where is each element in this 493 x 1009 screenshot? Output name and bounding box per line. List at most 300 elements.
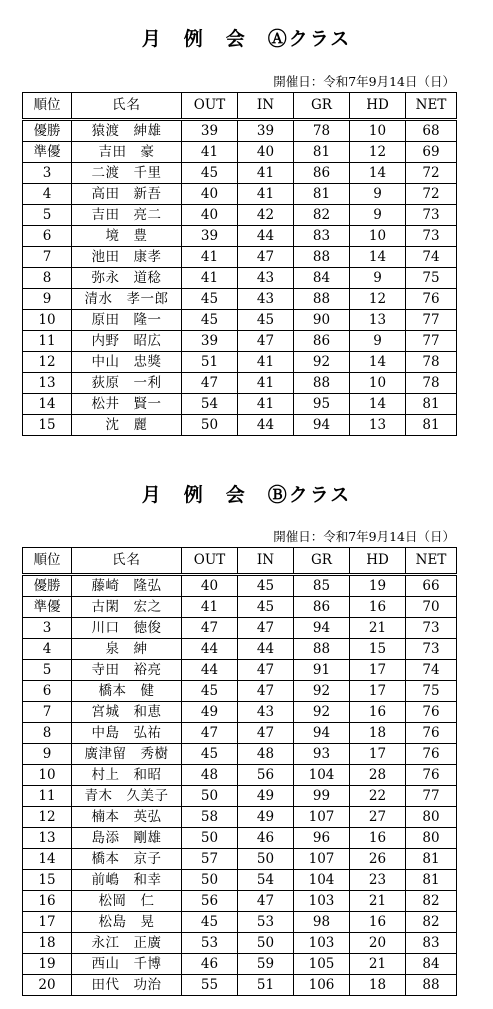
rank-cell: 13 xyxy=(23,828,72,849)
rank-cell: 15 xyxy=(23,870,72,891)
net-cell: 76 xyxy=(406,765,457,786)
rank-cell: 20 xyxy=(23,975,72,996)
in-cell: 47 xyxy=(238,247,294,268)
header-gr: GR xyxy=(294,548,350,575)
table-row xyxy=(23,828,457,849)
out-cell: 50 xyxy=(182,870,238,891)
table-row xyxy=(23,870,457,891)
out-cell: 47 xyxy=(182,723,238,744)
out-cell: 45 xyxy=(182,744,238,765)
hd-cell: 14 xyxy=(350,163,406,184)
table-row xyxy=(23,142,457,163)
in-cell: 48 xyxy=(238,744,294,765)
gr-cell: 107 xyxy=(294,807,350,828)
in-cell: 43 xyxy=(238,268,294,289)
in-cell: 43 xyxy=(238,289,294,310)
header-name: 氏名 xyxy=(72,93,182,120)
rank-cell: 10 xyxy=(23,310,72,331)
gr-cell: 104 xyxy=(294,870,350,891)
rank-cell: 3 xyxy=(23,163,72,184)
in-cell: 47 xyxy=(238,723,294,744)
in-cell: 47 xyxy=(238,618,294,639)
gr-cell: 86 xyxy=(294,163,350,184)
in-cell: 43 xyxy=(238,702,294,723)
in-cell: 39 xyxy=(238,120,294,142)
hd-cell: 16 xyxy=(350,828,406,849)
in-cell: 46 xyxy=(238,828,294,849)
hd-cell: 17 xyxy=(350,744,406,765)
rank-cell: 7 xyxy=(23,247,72,268)
table-row xyxy=(23,954,457,975)
net-cell: 84 xyxy=(406,954,457,975)
net-cell: 88 xyxy=(406,975,457,996)
in-cell: 40 xyxy=(238,142,294,163)
gr-cell: 92 xyxy=(294,352,350,373)
class-b-body xyxy=(23,575,457,996)
in-cell: 54 xyxy=(238,870,294,891)
table-row xyxy=(23,639,457,660)
hd-cell: 17 xyxy=(350,660,406,681)
hd-cell: 9 xyxy=(350,268,406,289)
table-row xyxy=(23,163,457,184)
gr-cell: 88 xyxy=(294,289,350,310)
table-row xyxy=(23,415,457,436)
name-cell: 池田 康孝 xyxy=(72,247,182,268)
name-cell: 寺田 裕亮 xyxy=(72,660,182,681)
in-cell: 47 xyxy=(238,331,294,352)
gr-cell: 92 xyxy=(294,702,350,723)
hd-cell: 10 xyxy=(350,120,406,142)
net-cell: 82 xyxy=(406,891,457,912)
name-cell: 境 豊 xyxy=(72,226,182,247)
header-out: OUT xyxy=(182,93,238,120)
hd-cell: 10 xyxy=(350,373,406,394)
name-cell: 橋本 京子 xyxy=(72,849,182,870)
table-row xyxy=(23,681,457,702)
hd-cell: 21 xyxy=(350,618,406,639)
hd-cell: 20 xyxy=(350,933,406,954)
name-cell: 泉 紳 xyxy=(72,639,182,660)
table-row xyxy=(23,352,457,373)
rank-cell: 9 xyxy=(23,744,72,765)
name-cell: 西山 千博 xyxy=(72,954,182,975)
net-cell: 82 xyxy=(406,912,457,933)
gr-cell: 94 xyxy=(294,618,350,639)
rank-cell: 19 xyxy=(23,954,72,975)
net-cell: 75 xyxy=(406,268,457,289)
in-cell: 42 xyxy=(238,205,294,226)
hd-cell: 15 xyxy=(350,639,406,660)
rank-cell: 9 xyxy=(23,289,72,310)
name-cell: 永江 正廣 xyxy=(72,933,182,954)
class-a-title: 月 例 会 Ⓐクラス xyxy=(141,28,352,50)
in-cell: 47 xyxy=(238,891,294,912)
net-cell: 80 xyxy=(406,807,457,828)
net-cell: 73 xyxy=(406,205,457,226)
hd-cell: 14 xyxy=(350,394,406,415)
gr-cell: 105 xyxy=(294,954,350,975)
gr-cell: 103 xyxy=(294,891,350,912)
net-cell: 78 xyxy=(406,352,457,373)
rank-cell: 16 xyxy=(23,891,72,912)
table-row xyxy=(23,702,457,723)
name-cell: 吉田 亮二 xyxy=(72,205,182,226)
out-cell: 50 xyxy=(182,415,238,436)
class-b-results-table xyxy=(22,547,457,996)
net-cell: 75 xyxy=(406,681,457,702)
name-cell: 清水 孝一郎 xyxy=(72,289,182,310)
rank-cell: 4 xyxy=(23,184,72,205)
hd-cell: 9 xyxy=(350,205,406,226)
out-cell: 45 xyxy=(182,912,238,933)
name-cell: 沈 麗 xyxy=(72,415,182,436)
out-cell: 51 xyxy=(182,352,238,373)
gr-cell: 92 xyxy=(294,681,350,702)
in-cell: 41 xyxy=(238,394,294,415)
out-cell: 41 xyxy=(182,142,238,163)
table-row xyxy=(23,786,457,807)
header-hd: HD xyxy=(350,548,406,575)
name-cell: 楠本 英弘 xyxy=(72,807,182,828)
header-net: NET xyxy=(406,93,457,120)
table-row xyxy=(23,310,457,331)
table-row xyxy=(23,912,457,933)
name-cell: 中島 弘祐 xyxy=(72,723,182,744)
out-cell: 56 xyxy=(182,891,238,912)
rank-cell: 14 xyxy=(23,849,72,870)
out-cell: 40 xyxy=(182,575,238,597)
hd-cell: 14 xyxy=(350,352,406,373)
gr-cell: 98 xyxy=(294,912,350,933)
table-row xyxy=(23,933,457,954)
net-cell: 81 xyxy=(406,849,457,870)
name-cell: 荻原 一利 xyxy=(72,373,182,394)
hd-cell: 14 xyxy=(350,247,406,268)
out-cell: 41 xyxy=(182,268,238,289)
hd-cell: 16 xyxy=(350,597,406,618)
header-out: OUT xyxy=(182,548,238,575)
name-cell: 内野 昭広 xyxy=(72,331,182,352)
net-cell: 73 xyxy=(406,639,457,660)
table-row xyxy=(23,744,457,765)
out-cell: 40 xyxy=(182,184,238,205)
name-cell: 松井 賢一 xyxy=(72,394,182,415)
rank-cell: 17 xyxy=(23,912,72,933)
rank-cell: 8 xyxy=(23,268,72,289)
in-cell: 45 xyxy=(238,310,294,331)
in-cell: 51 xyxy=(238,975,294,996)
out-cell: 45 xyxy=(182,310,238,331)
net-cell: 74 xyxy=(406,247,457,268)
in-cell: 45 xyxy=(238,575,294,597)
table-row xyxy=(23,891,457,912)
gr-cell: 84 xyxy=(294,268,350,289)
header-net: NET xyxy=(406,548,457,575)
gr-cell: 95 xyxy=(294,394,350,415)
net-cell: 77 xyxy=(406,310,457,331)
in-cell: 45 xyxy=(238,597,294,618)
hd-cell: 16 xyxy=(350,912,406,933)
hd-cell: 23 xyxy=(350,870,406,891)
gr-cell: 104 xyxy=(294,765,350,786)
out-cell: 39 xyxy=(182,331,238,352)
hd-cell: 12 xyxy=(350,289,406,310)
hd-cell: 17 xyxy=(350,681,406,702)
out-cell: 39 xyxy=(182,120,238,142)
header-row xyxy=(23,548,457,575)
table-row xyxy=(23,226,457,247)
out-cell: 45 xyxy=(182,289,238,310)
header-in: IN xyxy=(238,548,294,575)
name-cell: 青木 久美子 xyxy=(72,786,182,807)
hd-cell: 12 xyxy=(350,142,406,163)
class-b-date: 開催日：令和7年9月14日（日） xyxy=(273,529,455,544)
name-cell: 橋本 健 xyxy=(72,681,182,702)
gr-cell: 99 xyxy=(294,786,350,807)
in-cell: 56 xyxy=(238,765,294,786)
net-cell: 72 xyxy=(406,163,457,184)
net-cell: 68 xyxy=(406,120,457,142)
gr-cell: 82 xyxy=(294,205,350,226)
hd-cell: 18 xyxy=(350,723,406,744)
rank-cell: 11 xyxy=(23,331,72,352)
out-cell: 45 xyxy=(182,681,238,702)
table-row xyxy=(23,289,457,310)
net-cell: 78 xyxy=(406,373,457,394)
rank-cell: 5 xyxy=(23,660,72,681)
net-cell: 76 xyxy=(406,744,457,765)
out-cell: 41 xyxy=(182,597,238,618)
in-cell: 50 xyxy=(238,849,294,870)
net-cell: 81 xyxy=(406,394,457,415)
table-row xyxy=(23,331,457,352)
rank-cell: 15 xyxy=(23,415,72,436)
gr-cell: 94 xyxy=(294,415,350,436)
rank-cell: 18 xyxy=(23,933,72,954)
rank-cell: 11 xyxy=(23,786,72,807)
hd-cell: 13 xyxy=(350,415,406,436)
in-cell: 49 xyxy=(238,786,294,807)
header-name: 氏名 xyxy=(72,548,182,575)
table-row xyxy=(23,373,457,394)
out-cell: 44 xyxy=(182,639,238,660)
header-in: IN xyxy=(238,93,294,120)
header-rank: 順位 xyxy=(23,93,72,120)
out-cell: 49 xyxy=(182,702,238,723)
table-row xyxy=(23,394,457,415)
out-cell: 57 xyxy=(182,849,238,870)
rank-cell: 14 xyxy=(23,394,72,415)
class-b-title: 月 例 会 Ⓑクラス xyxy=(141,484,352,506)
rank-cell: 12 xyxy=(23,807,72,828)
out-cell: 50 xyxy=(182,828,238,849)
hd-cell: 19 xyxy=(350,575,406,597)
name-cell: 古閑 宏之 xyxy=(72,597,182,618)
rank-cell: 12 xyxy=(23,352,72,373)
out-cell: 53 xyxy=(182,933,238,954)
table-row xyxy=(23,205,457,226)
in-cell: 53 xyxy=(238,912,294,933)
table-row xyxy=(23,975,457,996)
net-cell: 76 xyxy=(406,702,457,723)
table-row xyxy=(23,247,457,268)
hd-cell: 21 xyxy=(350,954,406,975)
class-a-body xyxy=(23,120,457,436)
net-cell: 72 xyxy=(406,184,457,205)
rank-cell: 優勝 xyxy=(23,120,72,142)
out-cell: 41 xyxy=(182,247,238,268)
table-row xyxy=(23,723,457,744)
in-cell: 44 xyxy=(238,415,294,436)
out-cell: 47 xyxy=(182,618,238,639)
in-cell: 44 xyxy=(238,639,294,660)
out-cell: 58 xyxy=(182,807,238,828)
gr-cell: 90 xyxy=(294,310,350,331)
table-row xyxy=(23,849,457,870)
out-cell: 54 xyxy=(182,394,238,415)
gr-cell: 93 xyxy=(294,744,350,765)
name-cell: 二渡 千里 xyxy=(72,163,182,184)
out-cell: 46 xyxy=(182,954,238,975)
out-cell: 45 xyxy=(182,163,238,184)
hd-cell: 9 xyxy=(350,184,406,205)
net-cell: 80 xyxy=(406,828,457,849)
net-cell: 73 xyxy=(406,226,457,247)
table-row xyxy=(23,597,457,618)
rank-cell: 3 xyxy=(23,618,72,639)
hd-cell: 28 xyxy=(350,765,406,786)
class-a-date: 開催日：令和7年9月14日（日） xyxy=(273,74,455,89)
table-row xyxy=(23,268,457,289)
rank-cell: 準優 xyxy=(23,597,72,618)
hd-cell: 16 xyxy=(350,702,406,723)
in-cell: 59 xyxy=(238,954,294,975)
net-cell: 76 xyxy=(406,289,457,310)
table-row xyxy=(23,618,457,639)
in-cell: 44 xyxy=(238,226,294,247)
gr-cell: 86 xyxy=(294,597,350,618)
rank-cell: 13 xyxy=(23,373,72,394)
name-cell: 松島 晃 xyxy=(72,912,182,933)
rank-cell: 6 xyxy=(23,681,72,702)
in-cell: 41 xyxy=(238,373,294,394)
hd-cell: 27 xyxy=(350,807,406,828)
out-cell: 50 xyxy=(182,786,238,807)
net-cell: 77 xyxy=(406,786,457,807)
name-cell: 前嶋 和幸 xyxy=(72,870,182,891)
table-row xyxy=(23,120,457,142)
rank-cell: 10 xyxy=(23,765,72,786)
gr-cell: 81 xyxy=(294,142,350,163)
gr-cell: 103 xyxy=(294,933,350,954)
table-row xyxy=(23,807,457,828)
gr-cell: 88 xyxy=(294,373,350,394)
net-cell: 81 xyxy=(406,415,457,436)
net-cell: 73 xyxy=(406,618,457,639)
rank-cell: 8 xyxy=(23,723,72,744)
net-cell: 76 xyxy=(406,723,457,744)
gr-cell: 94 xyxy=(294,723,350,744)
gr-cell: 78 xyxy=(294,120,350,142)
name-cell: 松岡 仁 xyxy=(72,891,182,912)
net-cell: 66 xyxy=(406,575,457,597)
gr-cell: 83 xyxy=(294,226,350,247)
hd-cell: 22 xyxy=(350,786,406,807)
name-cell: 吉田 豪 xyxy=(72,142,182,163)
in-cell: 41 xyxy=(238,163,294,184)
name-cell: 田代 功治 xyxy=(72,975,182,996)
class-a-results-table xyxy=(22,92,457,436)
rank-cell: 7 xyxy=(23,702,72,723)
out-cell: 47 xyxy=(182,373,238,394)
header-gr: GR xyxy=(294,93,350,120)
name-cell: 原田 隆一 xyxy=(72,310,182,331)
gr-cell: 91 xyxy=(294,660,350,681)
in-cell: 47 xyxy=(238,660,294,681)
hd-cell: 18 xyxy=(350,975,406,996)
header-row xyxy=(23,93,457,120)
name-cell: 村上 和昭 xyxy=(72,765,182,786)
net-cell: 69 xyxy=(406,142,457,163)
gr-cell: 81 xyxy=(294,184,350,205)
gr-cell: 106 xyxy=(294,975,350,996)
gr-cell: 107 xyxy=(294,849,350,870)
out-cell: 44 xyxy=(182,660,238,681)
name-cell: 高田 新吾 xyxy=(72,184,182,205)
out-cell: 39 xyxy=(182,226,238,247)
hd-cell: 21 xyxy=(350,891,406,912)
in-cell: 41 xyxy=(238,184,294,205)
name-cell: 宮城 和恵 xyxy=(72,702,182,723)
out-cell: 40 xyxy=(182,205,238,226)
net-cell: 81 xyxy=(406,870,457,891)
rank-cell: 5 xyxy=(23,205,72,226)
net-cell: 83 xyxy=(406,933,457,954)
gr-cell: 85 xyxy=(294,575,350,597)
header-hd: HD xyxy=(350,93,406,120)
hd-cell: 9 xyxy=(350,331,406,352)
table-row xyxy=(23,184,457,205)
table-row xyxy=(23,765,457,786)
out-cell: 48 xyxy=(182,765,238,786)
name-cell: 猿渡 紳雄 xyxy=(72,120,182,142)
in-cell: 49 xyxy=(238,807,294,828)
out-cell: 55 xyxy=(182,975,238,996)
in-cell: 41 xyxy=(238,352,294,373)
in-cell: 50 xyxy=(238,933,294,954)
net-cell: 77 xyxy=(406,331,457,352)
header-rank: 順位 xyxy=(23,548,72,575)
table-row xyxy=(23,575,457,597)
hd-cell: 26 xyxy=(350,849,406,870)
net-cell: 74 xyxy=(406,660,457,681)
net-cell: 70 xyxy=(406,597,457,618)
in-cell: 47 xyxy=(238,681,294,702)
rank-cell: 6 xyxy=(23,226,72,247)
rank-cell: 4 xyxy=(23,639,72,660)
hd-cell: 10 xyxy=(350,226,406,247)
gr-cell: 86 xyxy=(294,331,350,352)
rank-cell: 優勝 xyxy=(23,575,72,597)
table-row xyxy=(23,660,457,681)
name-cell: 弥永 道稔 xyxy=(72,268,182,289)
hd-cell: 13 xyxy=(350,310,406,331)
rank-cell: 準優 xyxy=(23,142,72,163)
name-cell: 廣津留 秀樹 xyxy=(72,744,182,765)
name-cell: 川口 徳俊 xyxy=(72,618,182,639)
gr-cell: 96 xyxy=(294,828,350,849)
gr-cell: 88 xyxy=(294,247,350,268)
